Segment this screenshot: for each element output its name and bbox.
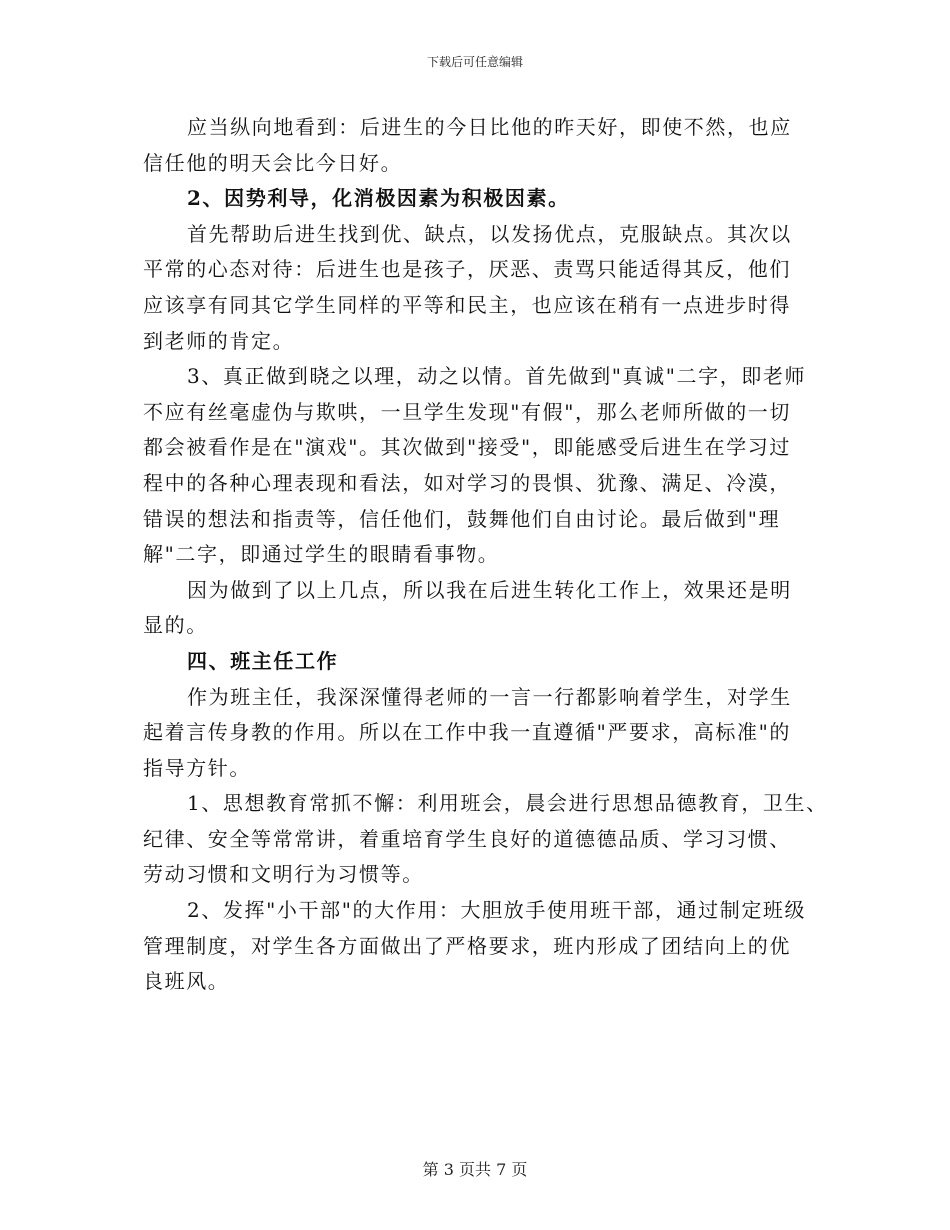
document-body	[143, 110, 828, 1000]
paragraph-line: 3、真正做到晓之以理，动之以情。首先做到"真诚"二字，即老师	[187, 364, 807, 389]
paragraph-line: 显的。	[143, 613, 208, 638]
paragraph-line: 因为做到了以上几点，所以我在后进生转化工作上，效果还是明	[187, 577, 792, 602]
paragraph-line: 2、发挥"小干部"的大作用：大胆放手使用班干部，通过制定班级	[187, 898, 807, 923]
section-heading: 四、班主任工作	[187, 648, 339, 673]
page-number: 第 3 页共 7 页	[422, 1160, 528, 1179]
paragraph-line: 良班风。	[143, 969, 230, 994]
paragraph-line: 都会被看作是在"演戏"。其次做到"接受"，即能感受后进生在学习过	[143, 435, 791, 460]
paragraph-line: 不应有丝毫虚伪与欺哄，一旦学生发现"有假"，那么老师所做的一切	[143, 399, 791, 424]
paragraph-line: 解"二字，即通过学生的眼睛看事物。	[143, 542, 500, 567]
paragraph-line: 指导方针。	[143, 755, 251, 780]
paragraph-line: 1、思想教育常抓不懈：利用班会，晨会进行思想品德教育，卫生、	[187, 791, 828, 816]
paragraph-line: 应该享有同其它学生同样的平等和民主，也应该在稍有一点进步时得	[143, 292, 791, 317]
paragraph-line: 管理制度，对学生各方面做出了严格要求，班内形成了团结向上的优	[143, 933, 791, 958]
paragraph-line: 纪律、安全等常常讲，着重培育学生良好的道德德品质、学习习惯、	[143, 826, 791, 851]
paragraph-line: 平常的心态对待：后进生也是孩子，厌恶、责骂只能适得其反，他们	[143, 257, 791, 282]
paragraph-line: 错误的想法和指责等，信任他们，鼓舞他们自由讨论。最后做到"理	[143, 506, 781, 531]
section-heading: 2、因势利导，化消极因素为积极因素。	[187, 186, 570, 211]
paragraph-line: 信任他的明天会比今日好。	[143, 150, 403, 175]
paragraph-line: 作为班主任，我深深懂得老师的一言一行都影响着学生，对学生	[187, 684, 792, 709]
paragraph-line: 劳动习惯和文明行为习惯等。	[143, 862, 424, 887]
paragraph-line: 首先帮助后进生找到优、缺点，以发扬优点，克服缺点。其次以	[187, 221, 792, 246]
page-header: 下载后可任意编辑	[426, 55, 523, 69]
paragraph-line: 到老师的肯定。	[143, 328, 295, 353]
paragraph-line: 应当纵向地看到：后进生的今日比他的昨天好，即使不然，也应	[187, 115, 792, 139]
paragraph-line: 程中的各种心理表现和看法，如对学习的畏惧、犹豫、满足、冷漠，	[143, 470, 791, 495]
paragraph-line: 起着言传身教的作用。所以在工作中我一直遵循"严要求，高标准"的	[143, 720, 791, 745]
